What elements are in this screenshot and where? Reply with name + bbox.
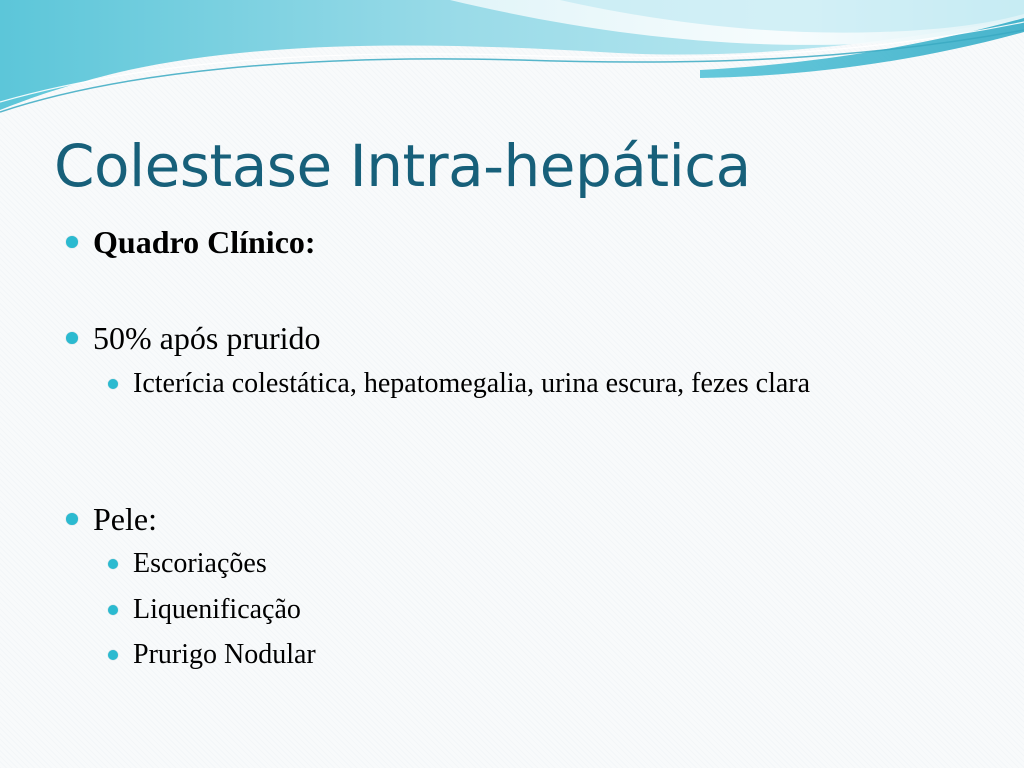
list-item-text: Prurigo Nodular	[133, 639, 316, 670]
bullet-dot-icon	[108, 559, 118, 569]
sub-item-escoriacoes	[133, 546, 267, 582]
bullet-dot-icon	[108, 650, 118, 660]
sub-item-prurigo-nodular	[133, 637, 316, 673]
list-item-text: Liquenificação	[133, 594, 301, 625]
list-item-pele	[93, 499, 157, 539]
list-item-quadro-clinico	[93, 222, 316, 262]
bullet-dot-icon	[66, 332, 78, 344]
bullet-dot-icon	[66, 236, 78, 248]
sub-item-liquenificacao	[133, 592, 301, 628]
bullet-dot-icon	[66, 513, 78, 525]
list-item-text: Pele:	[93, 501, 157, 537]
list-item-text: Escoriações	[133, 548, 267, 579]
list-item-text: Quadro Clínico:	[93, 224, 316, 260]
list-item-text: 50% após prurido	[93, 320, 321, 356]
list-item-prurido	[93, 318, 321, 358]
sub-item-ictericia	[133, 366, 953, 402]
list-item-text: Icterícia colestática, hepatomegalia, urina escura, fezes clara	[133, 368, 811, 399]
bullet-dot-icon	[108, 379, 118, 389]
slide-title: Colestase Intra-hepática	[54, 132, 751, 200]
bullet-dot-icon	[108, 605, 118, 615]
